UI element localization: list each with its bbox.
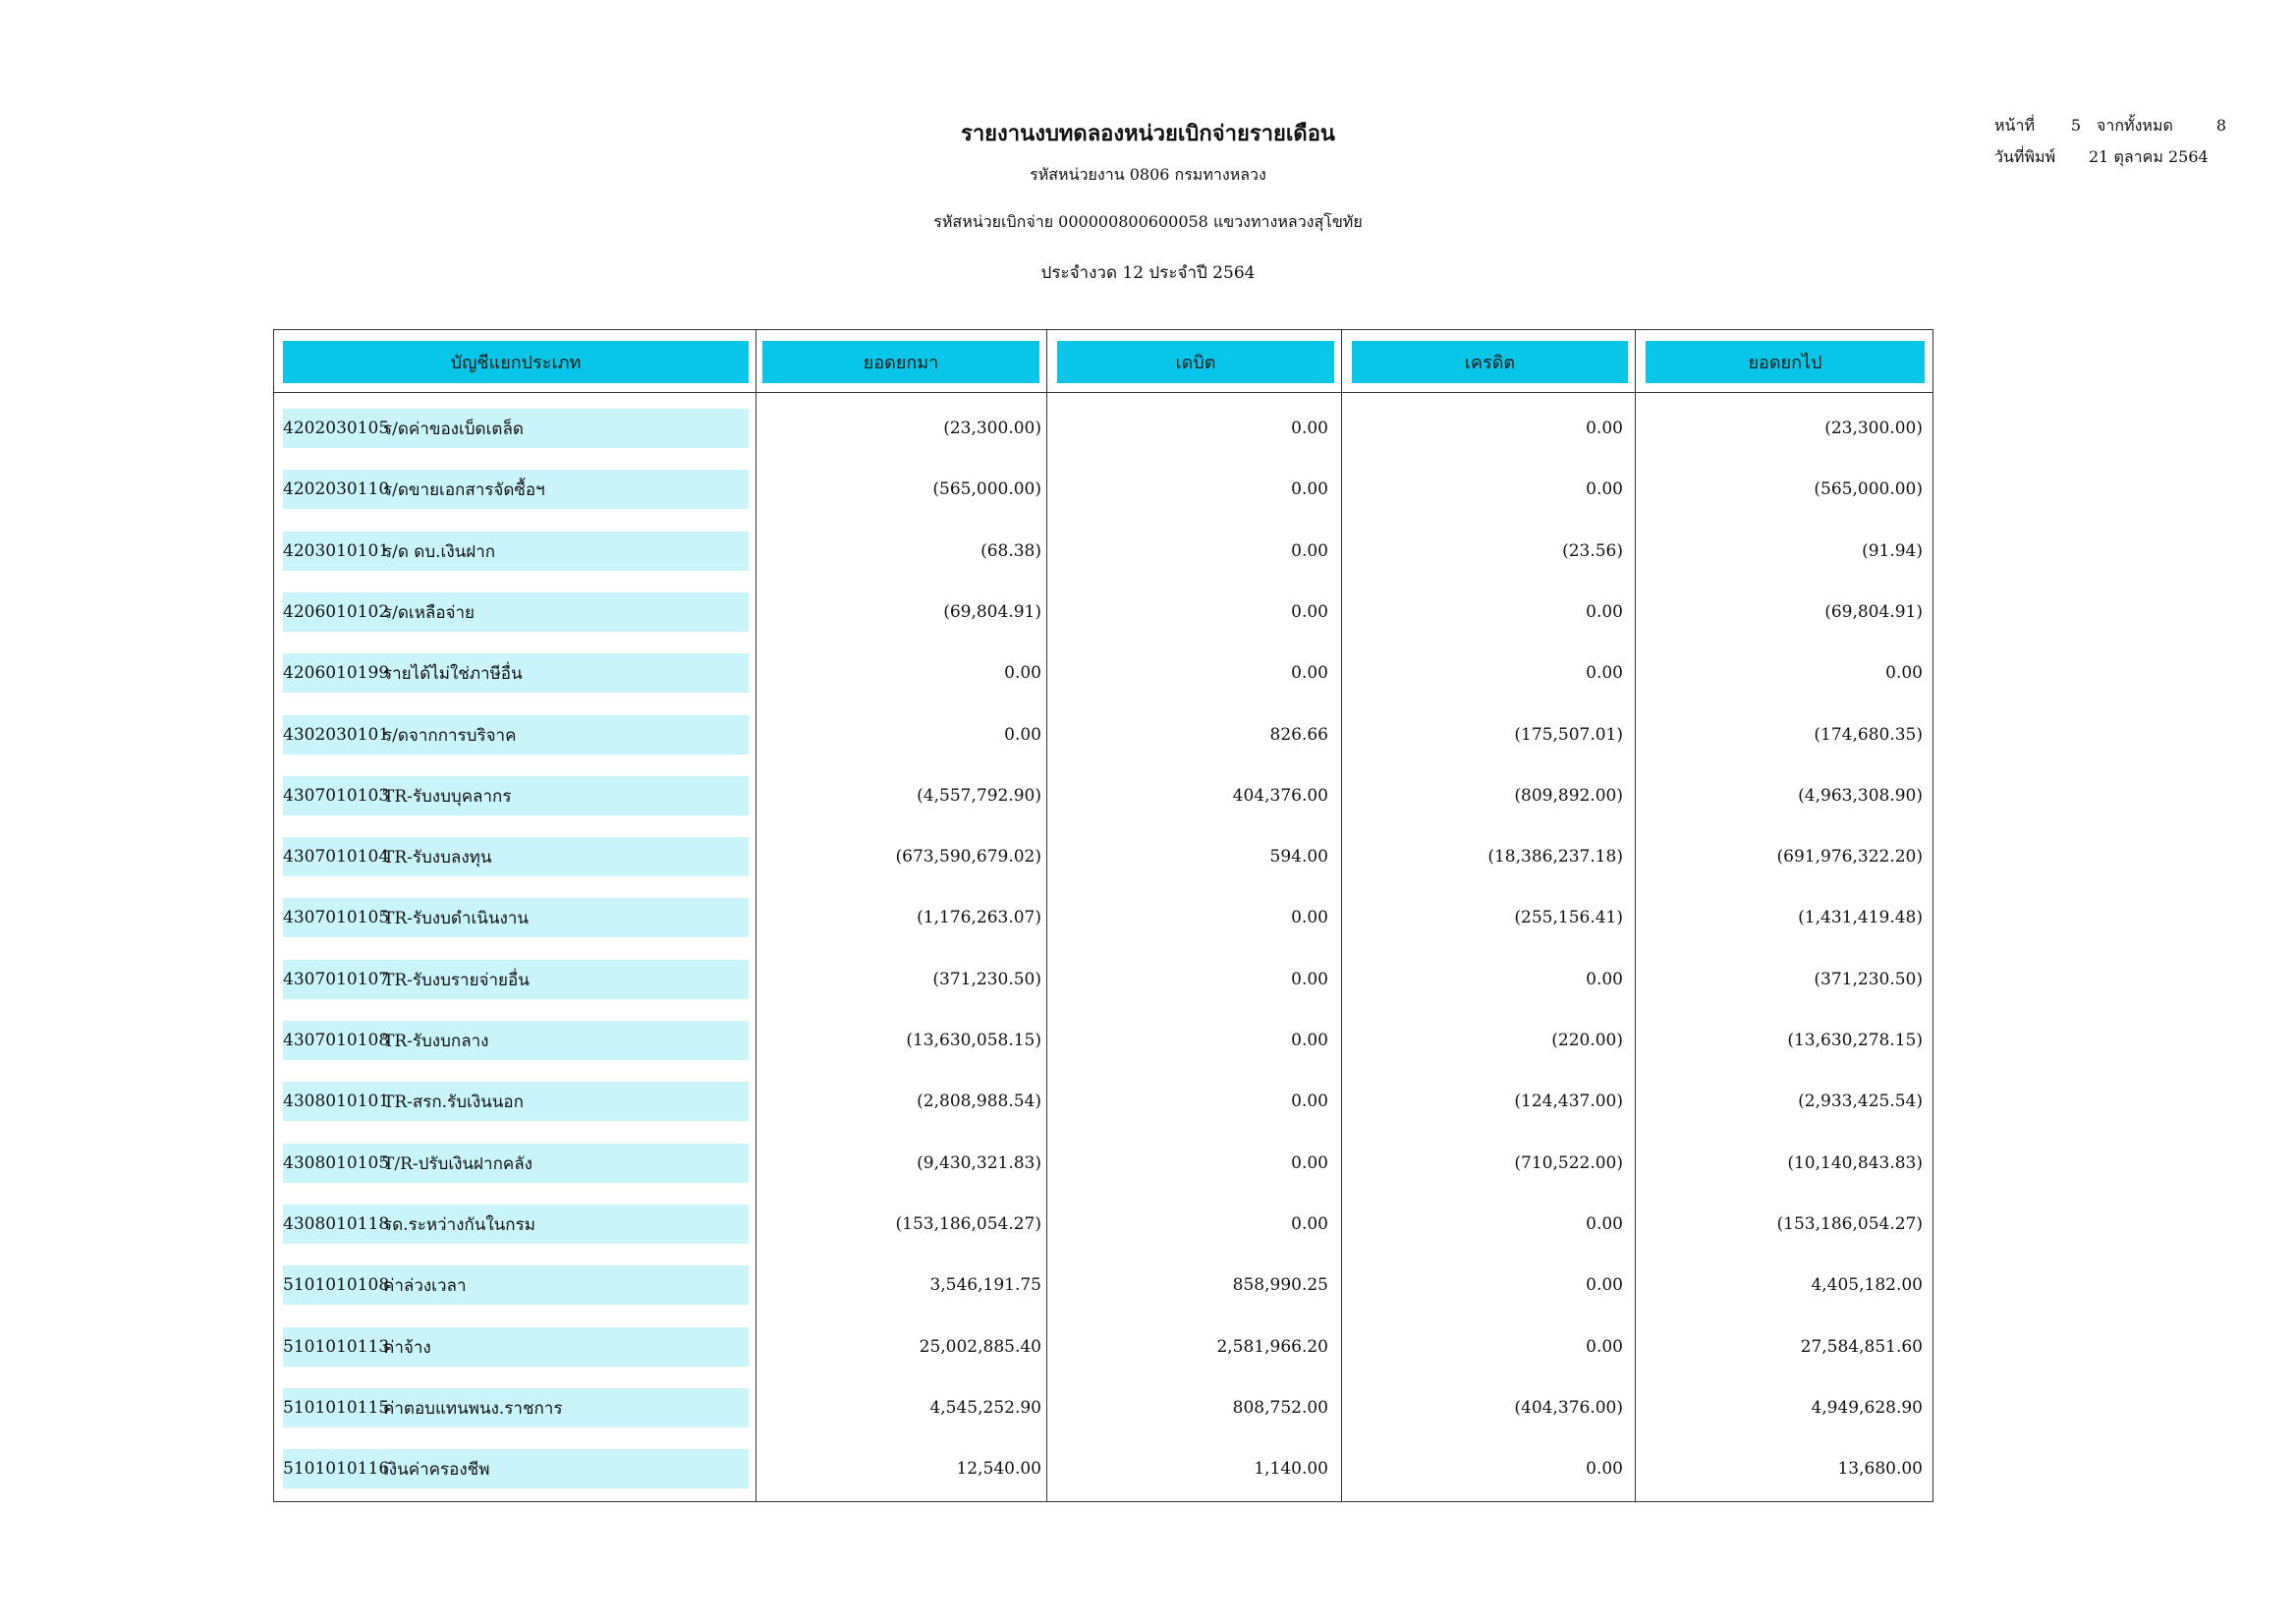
credit-amount: 0.00: [1586, 1214, 1623, 1234]
credit-amount: (404,376.00): [1514, 1398, 1623, 1418]
table-row: [274, 1082, 1932, 1121]
credit-amount: 0.00: [1586, 663, 1623, 683]
credit-amount: 0.00: [1586, 602, 1623, 622]
account-cell: [283, 409, 749, 448]
trial-balance-table: [273, 329, 1933, 1502]
opening-amount: (565,000.00): [932, 479, 1041, 499]
credit-amount: (710,522.00): [1514, 1153, 1623, 1173]
column-header-account: บัญชีแยกประเภท: [283, 341, 749, 383]
account-cell: [283, 1327, 749, 1367]
closing-amount: (10,140,843.83): [1787, 1153, 1923, 1173]
table-row: [274, 592, 1932, 632]
credit-amount: 0.00: [1586, 970, 1623, 989]
account-name: ค่าจ้าง: [383, 1337, 431, 1358]
report-title: รายงานงบทดลองหน่วยเบิกจ่ายรายเดือน: [961, 121, 1335, 146]
debit-amount: 1,140.00: [1254, 1459, 1328, 1479]
account-code: 4307010108: [283, 1031, 390, 1050]
table-row: [274, 1388, 1932, 1428]
debit-amount: 808,752.00: [1232, 1398, 1328, 1418]
closing-amount: 4,405,182.00: [1811, 1275, 1923, 1295]
closing-amount: (371,230.50): [1814, 970, 1923, 989]
credit-amount: (255,156.41): [1514, 908, 1623, 927]
debit-amount: 0.00: [1291, 1153, 1328, 1173]
account-code: 5101010113: [283, 1337, 390, 1357]
table-row: [274, 776, 1932, 815]
account-name: TR-รับงบรายจ่ายอื่น: [383, 970, 530, 990]
account-name: ร/ดจากการบริจาค: [383, 725, 517, 746]
account-cell: [283, 1082, 749, 1121]
debit-amount: 0.00: [1291, 908, 1328, 927]
debit-amount: 404,376.00: [1232, 786, 1328, 806]
column-header-credit: เครดิต: [1352, 341, 1628, 383]
closing-amount: (174,680.35): [1814, 725, 1923, 745]
table-row: [274, 532, 1932, 571]
closing-amount: (69,804.91): [1824, 602, 1923, 622]
closing-amount: (153,186,054.27): [1776, 1214, 1923, 1234]
account-cell: [283, 1449, 749, 1488]
closing-amount: (4,963,308.90): [1798, 786, 1923, 806]
closing-amount: (1,431,419.48): [1798, 908, 1923, 927]
closing-amount: 4,949,628.90: [1811, 1398, 1923, 1418]
credit-amount: 0.00: [1586, 1459, 1623, 1479]
opening-amount: 0.00: [1004, 663, 1041, 683]
credit-amount: 0.00: [1586, 479, 1623, 499]
account-name: ร/ดขายเอกสารจัดซื้อฯ: [383, 479, 545, 500]
table-row: [274, 470, 1932, 509]
column-header-opening: ยอดยกมา: [762, 341, 1039, 383]
disbursement-unit-line: รหัสหน่วยเบิกจ่าย 000000800600058 แขวงทางหลวงสุโขทัย: [933, 212, 1363, 231]
account-code: 4307010104: [283, 847, 390, 867]
credit-amount: (18,386,237.18): [1487, 847, 1623, 867]
account-cell: [283, 592, 749, 632]
table-row: [274, 653, 1932, 693]
closing-amount: 0.00: [1885, 663, 1923, 683]
table-row: [274, 837, 1932, 876]
debit-amount: 2,581,966.20: [1216, 1337, 1328, 1357]
credit-amount: (220.00): [1551, 1031, 1623, 1050]
account-name: TR-รับงบกลาง: [383, 1031, 489, 1051]
opening-amount: 25,002,885.40: [919, 1337, 1041, 1357]
debit-amount: 0.00: [1291, 1092, 1328, 1111]
table-row: [274, 1021, 1932, 1060]
debit-amount: 0.00: [1291, 479, 1328, 499]
opening-amount: 12,540.00: [956, 1459, 1041, 1479]
closing-amount: (13,630,278.15): [1787, 1031, 1923, 1050]
credit-amount: (23.56): [1562, 541, 1623, 561]
table-row: [274, 1265, 1932, 1305]
account-code: 4308010105: [283, 1153, 390, 1173]
table-row: [274, 409, 1932, 448]
opening-amount: (673,590,679.02): [895, 847, 1041, 867]
table-row: [274, 1449, 1932, 1488]
credit-amount: (124,437.00): [1514, 1092, 1623, 1111]
account-name: รด.ระหว่างกันในกรม: [383, 1214, 535, 1235]
account-cell: [283, 1265, 749, 1305]
account-code: 4206010102: [283, 602, 390, 622]
credit-amount: (809,892.00): [1514, 786, 1623, 806]
debit-amount: 0.00: [1291, 1214, 1328, 1234]
account-name: ค่าตอบแทนพนง.ราชการ: [383, 1398, 563, 1419]
period-line: ประจำงวด 12 ประจำปี 2564: [1040, 263, 1256, 283]
opening-amount: 3,546,191.75: [929, 1275, 1041, 1295]
opening-amount: (4,557,792.90): [917, 786, 1041, 806]
page-label: หน้าที่: [1994, 116, 2036, 135]
account-name: ค่าล่วงเวลา: [383, 1275, 467, 1296]
opening-amount: (68.38): [980, 541, 1041, 561]
account-cell: [283, 1021, 749, 1060]
account-code: 4202030105: [283, 419, 390, 438]
account-code: 4308010101: [283, 1092, 390, 1111]
closing-amount: (565,000.00): [1814, 479, 1923, 499]
closing-amount: (91.94): [1862, 541, 1923, 561]
account-name: รายได้ไม่ใช่ภาษีอื่น: [383, 663, 523, 684]
page-number: 5: [2070, 116, 2082, 135]
table-row: [274, 960, 1932, 999]
opening-amount: (2,808,988.54): [917, 1092, 1041, 1111]
debit-amount: 0.00: [1291, 970, 1328, 989]
account-code: 4206010199: [283, 663, 390, 683]
account-name: TR-รับงบดำเนินงาน: [383, 908, 530, 928]
closing-amount: (2,933,425.54): [1798, 1092, 1923, 1111]
table-row: [274, 1204, 1932, 1244]
opening-amount: (371,230.50): [932, 970, 1041, 989]
print-date: 21 ตุลาคม 2564: [2089, 147, 2209, 166]
account-cell: [283, 776, 749, 815]
account-name: ร/ดค่าของเบ็ดเตล็ด: [383, 419, 524, 439]
opening-amount: (153,186,054.27): [895, 1214, 1041, 1234]
account-name: T/R-ปรับเงินฝากคลัง: [383, 1153, 532, 1174]
account-code: 5101010116: [283, 1459, 390, 1479]
opening-amount: (1,176,263.07): [917, 908, 1041, 927]
account-cell: [283, 532, 749, 571]
closing-amount: (23,300.00): [1824, 419, 1923, 438]
opening-amount: (23,300.00): [943, 419, 1041, 438]
account-code: 4202030110: [283, 479, 390, 499]
closing-amount: (691,976,322.20): [1776, 847, 1923, 867]
table-row: [274, 1144, 1932, 1183]
account-name: ร/ด ดบ.เงินฝาก: [383, 541, 496, 562]
account-code: 4203010101: [283, 541, 390, 561]
debit-amount: 826.66: [1269, 725, 1328, 745]
account-cell: [283, 470, 749, 509]
closing-amount: 27,584,851.60: [1800, 1337, 1923, 1357]
of-label: จากทั้งหมด: [2097, 116, 2173, 135]
account-code: 4307010103: [283, 786, 390, 806]
debit-amount: 0.00: [1291, 663, 1328, 683]
account-cell: [283, 1204, 749, 1244]
opening-amount: 0.00: [1004, 725, 1041, 745]
debit-amount: 0.00: [1291, 541, 1328, 561]
account-code: 5101010108: [283, 1275, 390, 1295]
opening-amount: (69,804.91): [943, 602, 1041, 622]
debit-amount: 0.00: [1291, 1031, 1328, 1050]
account-code: 4308010118: [283, 1214, 390, 1234]
account-cell: [283, 1144, 749, 1183]
opening-amount: (9,430,321.83): [917, 1153, 1041, 1173]
credit-amount: (175,507.01): [1514, 725, 1623, 745]
opening-amount: 4,545,252.90: [929, 1398, 1041, 1418]
account-cell: [283, 715, 749, 755]
debit-amount: 0.00: [1291, 602, 1328, 622]
credit-amount: 0.00: [1586, 1275, 1623, 1295]
debit-amount: 858,990.25: [1232, 1275, 1328, 1295]
account-code: 5101010115: [283, 1398, 390, 1418]
table-row: [274, 715, 1932, 755]
column-header-closing: ยอดยกไป: [1646, 341, 1925, 383]
account-name: TR-สรก.รับเงินนอก: [383, 1092, 524, 1112]
account-cell: [283, 837, 749, 876]
header-divider: [274, 392, 1932, 393]
credit-amount: 0.00: [1586, 1337, 1623, 1357]
print-date-label: วันที่พิมพ์: [1994, 147, 2056, 166]
account-cell: [283, 653, 749, 693]
account-cell: [283, 898, 749, 937]
closing-amount: 13,680.00: [1837, 1459, 1923, 1479]
account-code: 4307010107: [283, 970, 390, 989]
account-code: 4307010105: [283, 908, 390, 927]
account-code: 4302030101: [283, 725, 390, 745]
account-cell: [283, 960, 749, 999]
credit-amount: 0.00: [1586, 419, 1623, 438]
column-header-debit: เดบิต: [1057, 341, 1334, 383]
total-pages: 8: [2215, 116, 2226, 135]
account-name: ร/ดเหลือจ่าย: [383, 602, 476, 623]
debit-amount: 0.00: [1291, 419, 1328, 438]
debit-amount: 594.00: [1269, 847, 1328, 867]
table-row: [274, 1327, 1932, 1367]
department-line: รหัสหน่วยงาน 0806 กรมทางหลวง: [1030, 165, 1266, 184]
account-name: เงินค่าครองชีพ: [383, 1459, 490, 1480]
table-row: [274, 898, 1932, 937]
account-cell: [283, 1388, 749, 1428]
opening-amount: (13,630,058.15): [906, 1031, 1041, 1050]
account-name: TR-รับงบบุคลากร: [383, 786, 512, 807]
account-name: TR-รับงบลงทุน: [383, 847, 492, 868]
